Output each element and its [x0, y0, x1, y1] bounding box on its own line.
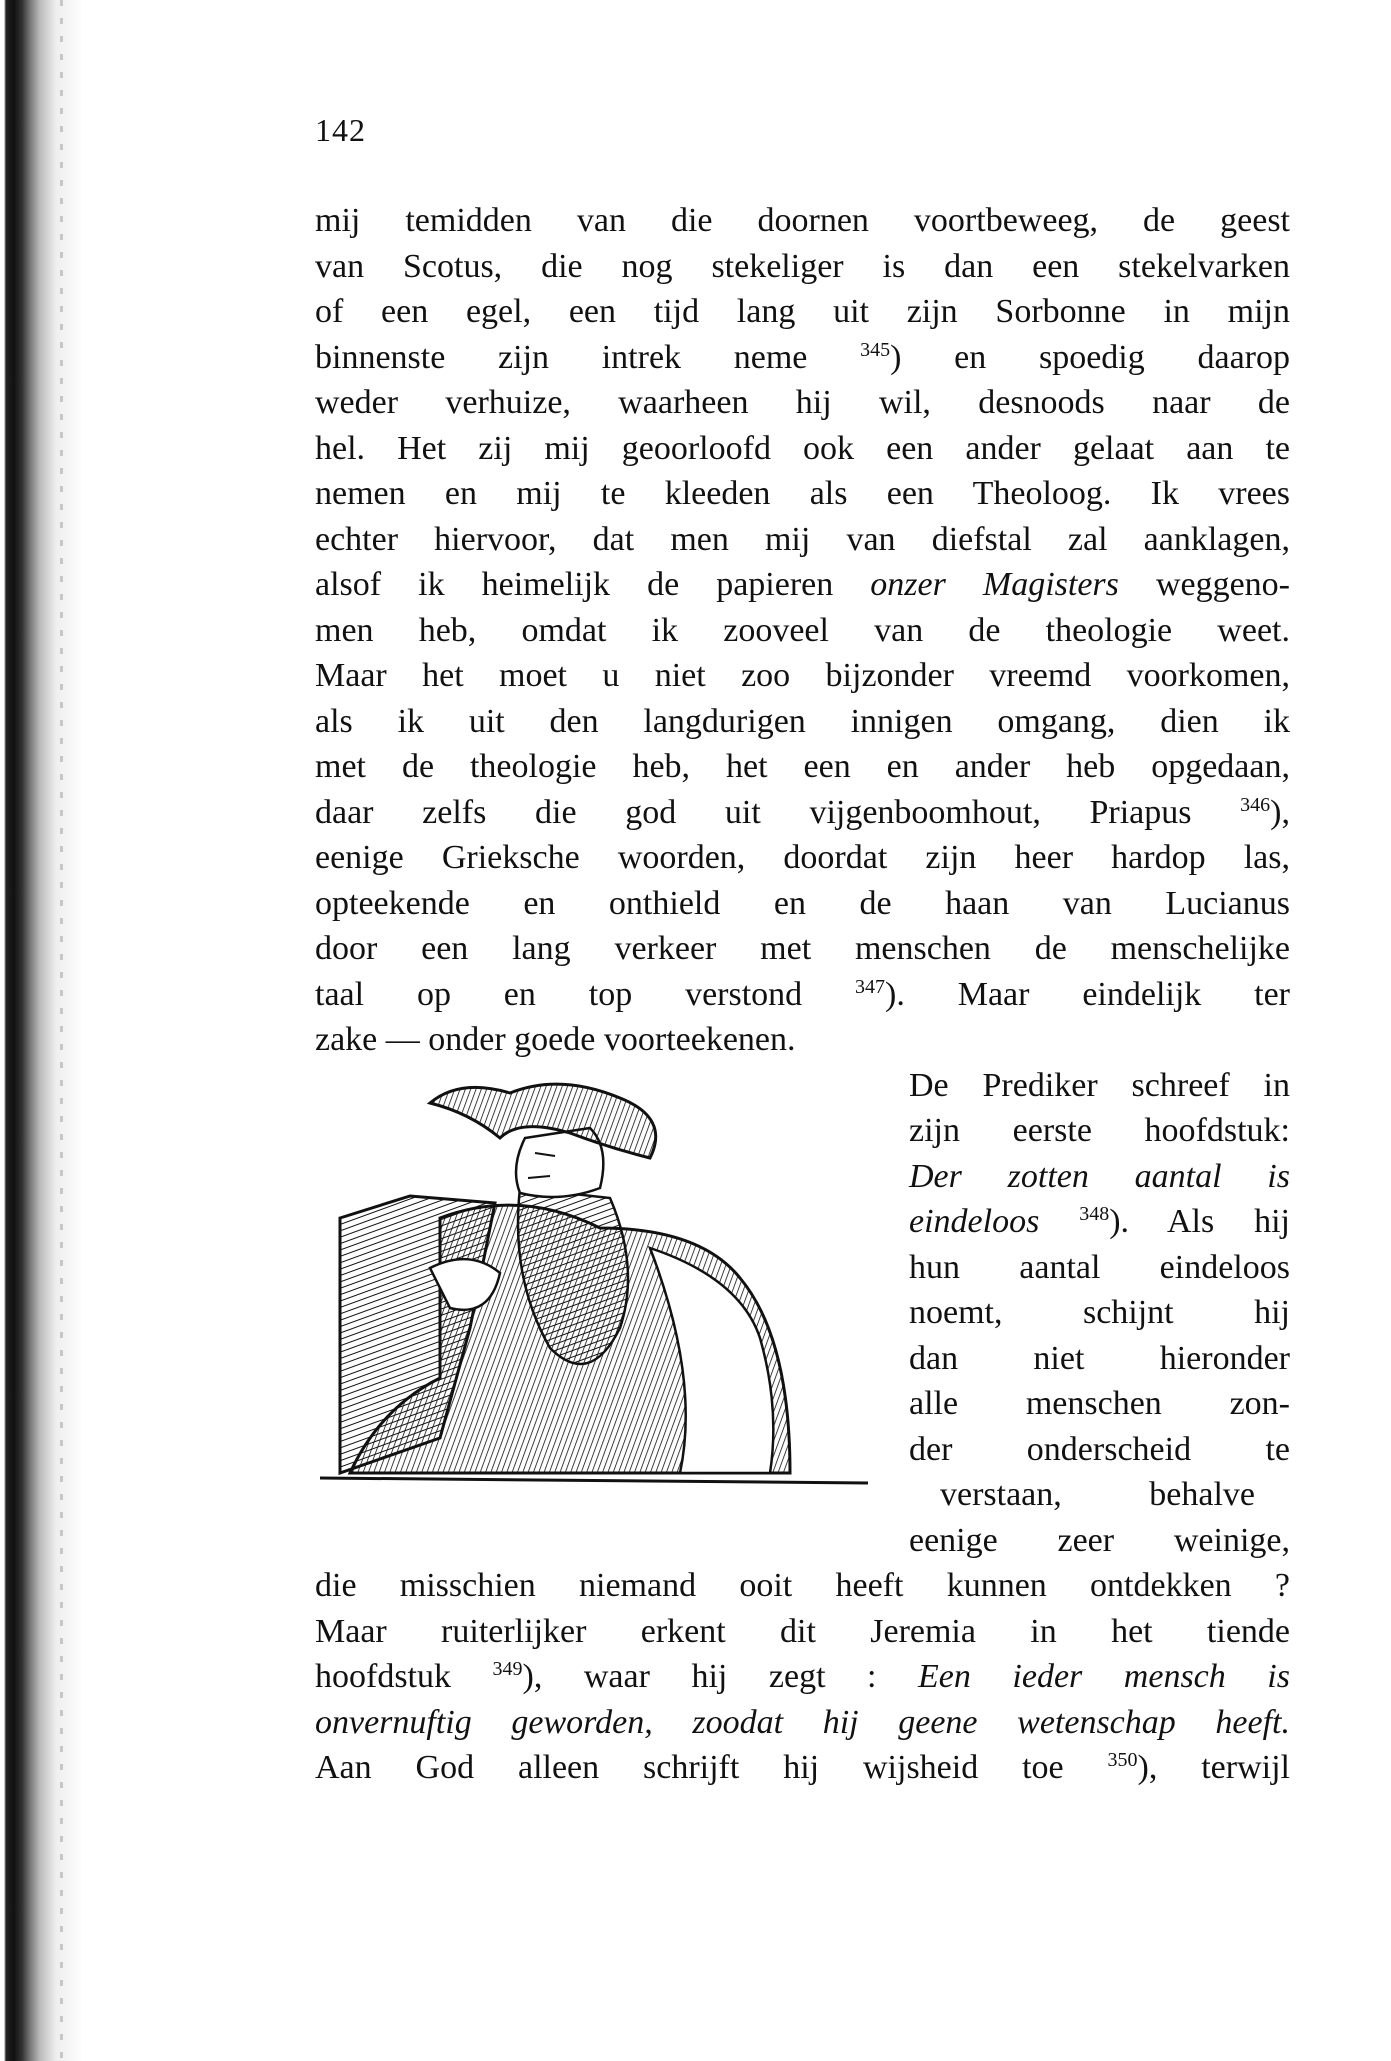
text-segment: eenige zeer weinige, — [909, 1521, 1290, 1559]
text-segment: noemt, schijnt hij — [909, 1294, 1290, 1331]
text-line — [909, 1108, 1290, 1153]
italic-text: onvernuftig geworden, zoodat hij geene wetenschap heeft. — [315, 1703, 1290, 1741]
footnote-ref: 345 — [860, 338, 891, 361]
text-segment — [1039, 1203, 1079, 1240]
text-segment: weggeno- — [1118, 566, 1291, 603]
text-segment: taal op en top verstond — [315, 975, 856, 1013]
text-segment: verstaan, behalve — [940, 1476, 1255, 1513]
text-segment: zake — onder goede voorteekenen. — [315, 1021, 796, 1058]
text-segment: hel. Het zij mij geoorloofd ook een ander gelaat aan te — [315, 429, 1290, 467]
text-line — [315, 517, 1290, 562]
text-segment: ). Maar eindelijk ter — [885, 975, 1291, 1013]
text-line — [315, 881, 1290, 926]
text-line — [315, 335, 1290, 380]
text-line — [909, 1154, 1290, 1199]
text-segment: echter hiervoor, dat men mij van diefstal zal aanklagen, — [315, 520, 1290, 558]
italic-text: Een ieder mensch is — [918, 1658, 1290, 1695]
text-line — [909, 1245, 1290, 1290]
text-segment: alsof ik heimelijk de papieren — [315, 566, 871, 603]
scan-edge-speckle — [60, 0, 63, 2061]
text-line — [909, 1290, 1290, 1335]
text-segment: Aan God alleen schrijft hij wijsheid toe — [315, 1749, 1108, 1786]
text-segment: zijn eerste hoofdstuk: — [909, 1112, 1290, 1149]
text-line — [315, 1745, 1290, 1790]
text-segment: door een lang verkeer met menschen de menschelijke — [315, 930, 1290, 967]
text-segment: met de theologie heb, het een en ander heb opgedaan, — [315, 748, 1290, 785]
footnote-ref: 346 — [1240, 793, 1271, 816]
text-line — [315, 426, 1290, 471]
text-segment: men heb, omdat ik zooveel van de theologie weet. — [315, 611, 1290, 649]
text-segment: mij temidden van die doornen voortbeweeg, de geest — [315, 202, 1290, 239]
text-line — [315, 471, 1290, 516]
text-line — [315, 1609, 1290, 1654]
text-segment: ) en spoedig daarop — [890, 338, 1290, 376]
text-line — [315, 198, 1290, 243]
italic-text: Der zotten aantal is — [909, 1157, 1290, 1195]
footnote-ref: 348 — [1079, 1203, 1110, 1225]
text-segment: Maar ruiterlijker erkent dit Jeremia in het tiende — [315, 1612, 1290, 1650]
text-line — [909, 1518, 1290, 1563]
text-segment: hoofdstuk — [315, 1658, 493, 1695]
text-line — [315, 835, 1290, 880]
text-line — [315, 972, 1290, 1017]
text-segment: De Prediker schreef in — [909, 1066, 1290, 1104]
text-segment: daar zelfs die god uit vijgenboomhout, Priapus — [315, 793, 1241, 831]
text-segment: ), waar hij zegt : — [522, 1658, 919, 1695]
text-segment: die misschien niemand ooit heeft kunnen ontdekken ? — [315, 1567, 1290, 1604]
text-line — [315, 380, 1290, 425]
text-line — [315, 562, 1290, 607]
page-number: 142 — [315, 112, 366, 148]
text-line — [315, 1017, 1290, 1062]
text-line — [315, 926, 1290, 971]
text-line — [315, 608, 1290, 653]
text-line — [315, 1654, 1290, 1699]
woodcut-illustration-scholar — [320, 1078, 868, 1498]
text-segment: binnenste zijn intrek neme — [315, 338, 861, 376]
text-segment: weder verhuize, waarheen hij wil, desnoods naar de — [315, 384, 1290, 421]
text-segment: dan niet hieronder — [909, 1339, 1290, 1377]
text-segment: der onderscheid te — [909, 1430, 1290, 1468]
footnote-ref: 350 — [1107, 1749, 1138, 1771]
text-line — [909, 1199, 1290, 1244]
italic-text: eindeloos — [909, 1203, 1040, 1240]
text-segment: nemen en mij te kleeden als een Theoloog. Ik vrees — [315, 475, 1290, 512]
text-segment: hun aantal eindeloos — [909, 1248, 1290, 1286]
text-segment: Maar het moet u niet zoo bijzonder vreemd voorkomen, — [315, 657, 1290, 694]
text-segment: ), — [1270, 793, 1290, 831]
text-segment: eenige Grieksche woorden, doordat zijn heer hardop las, — [315, 839, 1290, 876]
text-line — [315, 790, 1290, 835]
italic-text: onzer Magisters — [870, 566, 1119, 603]
text-segment: als ik uit den langdurigen innigen omgang, dien ik — [315, 702, 1290, 740]
text-line — [909, 1427, 1290, 1472]
text-line — [315, 1700, 1290, 1745]
text-line — [909, 1381, 1290, 1426]
text-segment: of een egel, een tijd lang uit zijn Sorbonne in mijn — [315, 293, 1290, 330]
footnote-ref: 349 — [492, 1658, 523, 1680]
scan-edge-shadow — [0, 0, 84, 2061]
text-segment: ). Als hij — [1109, 1203, 1290, 1240]
text-segment: van Scotus, die nog stekeliger is dan een stekelvarken — [315, 247, 1290, 285]
text-segment: alle menschen zon- — [909, 1385, 1290, 1422]
text-line — [315, 653, 1290, 698]
text-line — [315, 744, 1290, 789]
text-line — [315, 699, 1290, 744]
text-line — [909, 1063, 1290, 1108]
text-line — [315, 289, 1290, 334]
text-segment: ), terwijl — [1137, 1749, 1290, 1786]
text-line — [315, 244, 1290, 289]
text-line — [909, 1336, 1290, 1381]
text-line — [940, 1472, 1255, 1517]
footnote-ref: 347 — [855, 975, 886, 998]
text-line — [315, 1563, 1290, 1608]
text-segment: opteekende en onthield en de haan van Lucianus — [315, 884, 1290, 922]
